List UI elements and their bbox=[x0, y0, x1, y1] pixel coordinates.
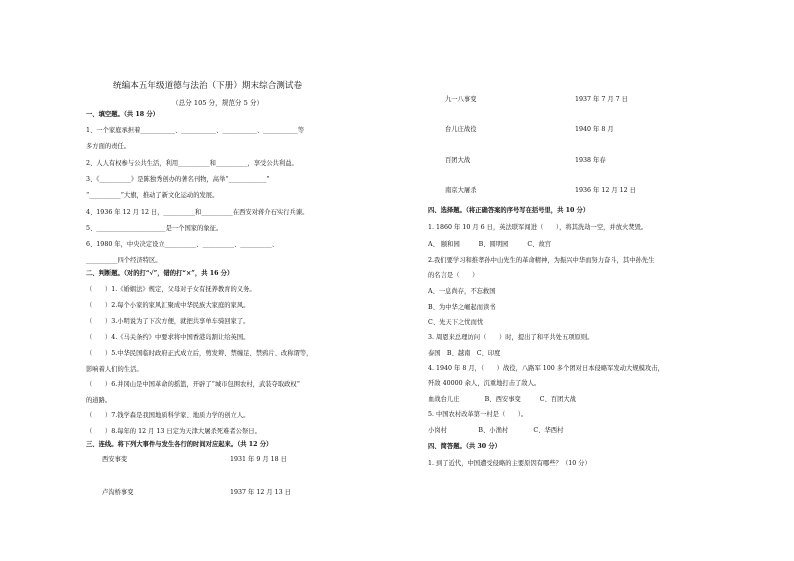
short-answer-q1: 1. 到了近代，中国遭受侵略的主要原因有哪些？（10 分） bbox=[428, 460, 591, 467]
tf-item-8: （ ）8.每年的 12 月 13 日定为天津大屠杀死难者公祭日。 bbox=[86, 428, 261, 435]
section-true-false-heading: 二、判断题。（对的打“√”，错的打“×”，共 16 分） bbox=[86, 270, 234, 277]
match-event-4: 台儿庄战役 bbox=[445, 126, 477, 133]
fill-q3-line2: “__________”大旗，推动了新文化运动的发展。 bbox=[86, 192, 219, 199]
choice-line-2: A、 颐和园 B、圆明园 C、故宫 bbox=[428, 241, 552, 248]
section-fill-blank-heading: 一、填空题。（共 18 分） bbox=[86, 111, 159, 118]
fill-q6-line1: 6、1980 年，中央决定设立__________、__________、__________、 bbox=[86, 241, 279, 248]
fill-q5: 5、______________________是一个国家的象征。 bbox=[86, 225, 223, 232]
choice-line-5: A、一息尚存，不忘救国 bbox=[428, 288, 496, 295]
section-short-answer-heading: 四、简答题。（共 30 分） bbox=[428, 443, 501, 450]
fill-q1-line2: 多方面的责任。 bbox=[86, 143, 131, 150]
fill-q6-line2: __________四个经济特区。 bbox=[86, 257, 162, 264]
match-date-3: 1937 年 7 月 7 日 bbox=[575, 96, 628, 103]
fill-q3-line1: 3、《__________》是陈独秀创办的著名刊物，高举“____________” bbox=[86, 176, 270, 183]
match-event-5: 百团大战 bbox=[445, 157, 471, 164]
tf-item-2: （ ）2.每个小家的家风汇聚成中华民族大家庭的家风。 bbox=[86, 302, 250, 309]
fill-q2: 2、人人有权参与公共生活，利用__________和__________，享受公共利益。 bbox=[86, 160, 298, 167]
page-title: 统编本五年级道德与法治（下册）期末综合测试卷 bbox=[113, 81, 303, 91]
choice-line-10: 4. 1940 年 8 月，（ ）战役，八路军 100 多个团对日本侵略军发动大规模攻击， bbox=[428, 365, 664, 372]
fill-q1-line1: 1、一个家庭承担着___________、___________、___________、___________等 bbox=[86, 127, 305, 134]
choice-line-6: B、为中华之崛起而读书 bbox=[428, 304, 496, 311]
choice-line-4: 的名言是（ ） bbox=[428, 272, 479, 279]
tf-item-1: （ ）1.《婚姻法》规定，父母对子女有抚养教育的义务。 bbox=[86, 286, 256, 293]
choice-line-9: 泰国 B、越南 C、印度 bbox=[428, 350, 501, 357]
tf-item-3: （ ）3.小明说为了下次方便，就把共享单车骑回家了。 bbox=[86, 318, 250, 325]
match-date-5: 1938 年春 bbox=[575, 157, 606, 164]
match-event-6: 南京大屠杀 bbox=[445, 187, 477, 194]
fill-q4: 4、1936 年 12 月 12 日，__________和__________在西安对蒋介石实行兵谏。 bbox=[86, 209, 309, 216]
choice-line-8: 3. 周恩来总理访问（ ）时，提出了和平共处五项原则。 bbox=[428, 334, 594, 341]
tf-item-5-cont: 影响着人们的生活。 bbox=[86, 366, 143, 373]
match-event-3: 九一八事变 bbox=[445, 96, 477, 103]
match-date-6: 1936 年 12 月 12 日 bbox=[575, 187, 636, 194]
tf-item-4: （ ）4.《马关条约》中要求将中国香港岛割让给英国。 bbox=[86, 334, 250, 341]
choice-line-7: C、先天下之忧而忧 bbox=[428, 319, 484, 326]
tf-item-6: （ ）6.井冈山是中国革命的摇篮，开辟了“城市包围农村，武装夺取政权” bbox=[86, 381, 300, 388]
match-event-1: 西安事变 bbox=[102, 456, 128, 463]
choice-line-1: 1. 1860 年 10 月 6 日，英法联军闯进（ ），将其洗劫一空，并放火焚毁。 bbox=[428, 224, 648, 231]
section-choice-heading: 四、选择题。（将正确答案的序号写在括号里，共 10 分） bbox=[428, 207, 590, 214]
match-date-1: 1931 年 9 月 18 日 bbox=[230, 456, 287, 463]
tf-item-7: （ ）7.钱学森是我国地质科学家、地质力学的创立人。 bbox=[86, 412, 250, 419]
match-event-2: 卢沟桥事变 bbox=[102, 489, 134, 496]
page-subtitle: （总分 105 分，规范分 5 分） bbox=[172, 99, 264, 107]
tf-item-6-cont: 的道路。 bbox=[86, 397, 112, 404]
match-date-4: 1940 年 8 月 bbox=[575, 126, 614, 133]
choice-line-13: 5. 中国农村改革第一村是（ ）。 bbox=[428, 411, 528, 418]
choice-line-11: 歼敌 40000 余人，沉重地打击了敌人。 bbox=[428, 380, 541, 387]
section-matching-heading: 三、连线。将下列大事件与发生各行的时间对应起来。（共 12 分） bbox=[86, 441, 273, 448]
choice-line-12: 血战台儿庄 B、西安事变 C、百团大战 bbox=[428, 396, 576, 403]
choice-line-3: 2.我们要学习和推孝孙中山先生的革命精神，为振兴中华而努力奋斗，其中孙先生 bbox=[428, 257, 655, 264]
match-date-2: 1937 年 12 月 13 日 bbox=[230, 489, 291, 496]
tf-item-5: （ ）5.中华民国临时政府正式成立后，剪发辫、禁缠足、禁鸦片、改称谓等， bbox=[86, 350, 313, 357]
choice-line-14: 小岗村 B、小渔村 C、华西村 bbox=[428, 427, 564, 434]
